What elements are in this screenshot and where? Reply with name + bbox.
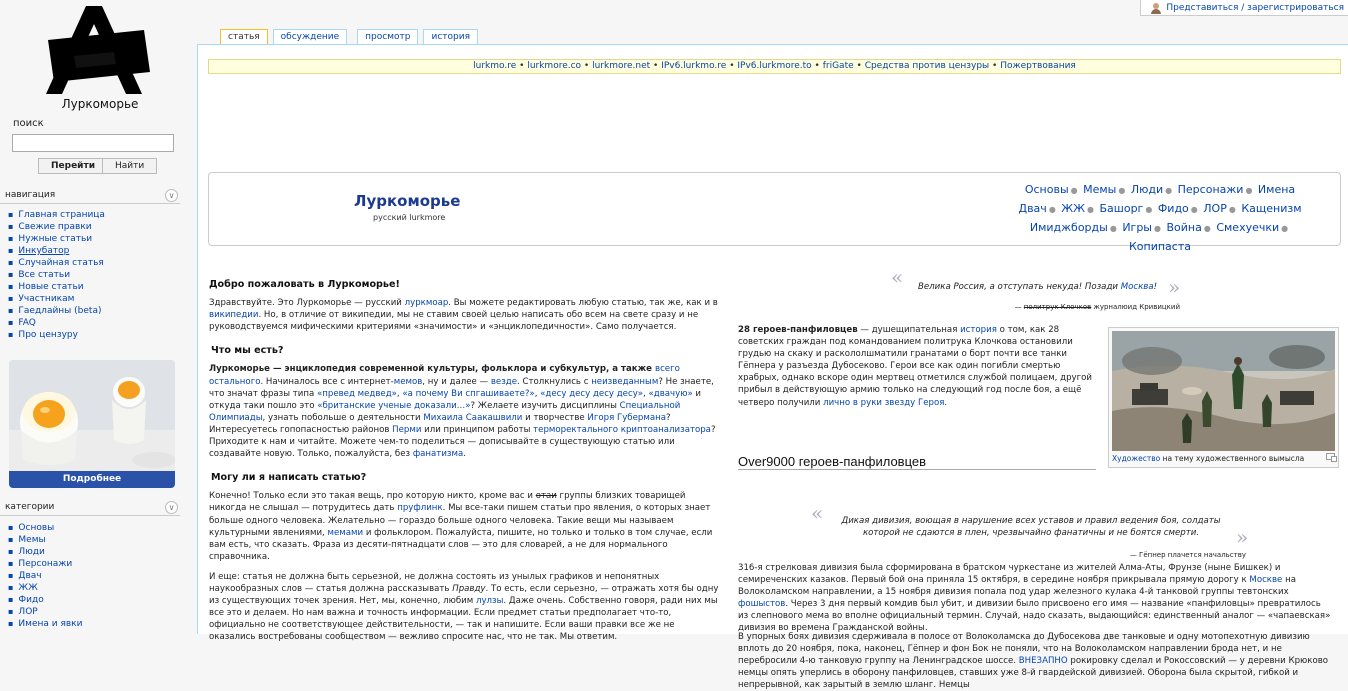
- tab-history[interactable]: история: [423, 29, 478, 44]
- link[interactable]: Перми: [392, 424, 422, 435]
- link[interactable]: везде: [490, 376, 518, 387]
- text: ,: [643, 388, 649, 399]
- nav-item[interactable]: ▪ Инкубатор: [8, 245, 105, 257]
- navigation-title: навигация: [5, 190, 56, 200]
- category-item[interactable]: ▪ Двач: [8, 570, 82, 582]
- nav-item[interactable]: ▪ Про цензуру: [8, 329, 105, 341]
- search-label: поиск: [13, 118, 44, 129]
- featured-column: [736, 265, 1341, 691]
- banner-subtitle: русский lurkmore: [373, 213, 446, 222]
- search-button[interactable]: Найти: [102, 158, 157, 174]
- text: 316-я стрелковая дивизия была сформирована в братском чуркестане из жителей Алма-Аты, Фрунзе (ныне Бишкек) и семиреченских казаков. Первый бой она приняла 15 октября, в середине ноября прикрывала прямую дорогу к: [738, 563, 1281, 586]
- tab-discussion[interactable]: обсуждение: [273, 29, 347, 44]
- collapse-toggle-icon[interactable]: ∨: [165, 189, 178, 202]
- quote-1-text: [918, 281, 1157, 293]
- category-item[interactable]: ▪ ЛОР: [8, 606, 82, 618]
- text: . Но, в отличие от википедии, мы не ставим своей целью написать обо всем на свете сразу и не руководствуемся мифическими критериями «значимости» и «энциклопедичности». Само получается.: [209, 310, 699, 333]
- text: Луркоморье — энциклопедия современной культуры, фольклора и субкультур, а также: [209, 364, 655, 375]
- can-i-paragraph-2: [209, 571, 719, 644]
- link[interactable]: ВНЕЗАПНО: [1018, 656, 1068, 667]
- personal-tools: [1140, 0, 1348, 16]
- link[interactable]: Москве: [1249, 575, 1283, 586]
- main-banner: [208, 172, 1341, 253]
- text: ? Не знаете, что значат фразы типа: [209, 376, 714, 399]
- text: отаи: [535, 491, 557, 502]
- category-item[interactable]: ▪ Фидо: [8, 594, 82, 606]
- portal-link[interactable]: Мемы: [1083, 183, 1117, 196]
- page-tabs: [220, 29, 478, 44]
- enlarge-icon[interactable]: [1326, 453, 1335, 460]
- link[interactable]: «десу десу десу десу»: [540, 388, 644, 399]
- text: ,: [534, 388, 541, 399]
- portal-link[interactable]: Имиджборды: [1029, 221, 1108, 234]
- link[interactable]: «превед медвед»: [316, 388, 397, 399]
- portal-links: [1010, 181, 1310, 256]
- portal-link[interactable]: Башорг: [1099, 202, 1144, 215]
- ad-caption[interactable]: Подробнее: [9, 471, 175, 488]
- link[interactable]: Михаила Саакашвили: [423, 412, 523, 423]
- link[interactable]: Художество: [1112, 454, 1161, 463]
- categories-title: категории: [5, 502, 55, 512]
- text: , ну и далее —: [422, 376, 491, 387]
- quote-2-author: — Гёпнер плачется начальству: [1129, 551, 1246, 559]
- quote-2-text: Дикая дивизия, воющая в нарушение всех уставов и правил ведения боя, солдаты которой не сдаются в плен, чрезвычайно фанатичны и не боятся смерти.: [841, 516, 1221, 539]
- user-icon: [1151, 3, 1161, 14]
- link[interactable]: фанатизма: [412, 449, 464, 460]
- site-logo[interactable]: [44, 6, 154, 96]
- quote-close-icon: »: [1236, 525, 1249, 549]
- text: . Начиналось все с интернет-: [260, 376, 394, 387]
- nav-item[interactable]: ▪ Все статьи: [8, 269, 105, 281]
- text: и творчестве: [522, 412, 588, 423]
- link[interactable]: Игоря Губермана: [587, 412, 666, 423]
- nav-item[interactable]: ▪ Гаедлайны (beta): [8, 305, 105, 317]
- nav-item[interactable]: ▪ Главная страница: [8, 209, 105, 221]
- portal-links-row: Имиджборды ● Игры ● Война ● Смехуечки ● Копипаста: [1029, 221, 1289, 253]
- navigation-list: [8, 209, 105, 341]
- text: и фольклором. Пожалуйста, пишите, но только и только в том случае, если вам есть, что сказать. Фраза из десяти-пятнадцати слов — это для словарей, а не для нормального справочника.: [209, 527, 713, 562]
- navigation-portlet-header[interactable]: [0, 190, 180, 204]
- mirror-link[interactable]: lurkmore.net: [592, 61, 651, 71]
- portal-link[interactable]: ЛОР: [1203, 202, 1227, 215]
- can-i-paragraph-1: [209, 490, 719, 563]
- nav-item[interactable]: ▪ Нужные статьи: [8, 233, 105, 245]
- banner-title: Луркоморье: [354, 192, 461, 210]
- text: Правду: [452, 583, 486, 594]
- link[interactable]: луркмоар: [404, 298, 449, 309]
- text: политрук Клочков: [1023, 303, 1092, 311]
- link[interactable]: «двачую»: [648, 388, 693, 399]
- welcome-paragraph: [209, 297, 719, 333]
- portal-link[interactable]: Основы: [1024, 183, 1069, 196]
- category-item[interactable]: ▪ ЖЖ: [8, 582, 82, 594]
- link[interactable]: Москва: [1120, 282, 1154, 292]
- portal-link[interactable]: Двач: [1018, 202, 1047, 215]
- portal-link[interactable]: Фидо: [1157, 202, 1189, 215]
- link[interactable]: лулзы: [475, 596, 504, 607]
- category-item[interactable]: ▪ Люди: [8, 546, 82, 558]
- featured-image[interactable]: [1108, 327, 1339, 468]
- link[interactable]: мемов: [393, 376, 423, 387]
- portal-link[interactable]: ЖЖ: [1061, 202, 1085, 215]
- text: о том, как 28 советских граждан под командованием политрука Клочкова остановили грудью на скаку и раскололшматили гранатами о борт почти все танки Гёпнера у разъезда Дубосеково. Герои все как один погибли смертью храбрых, однако вскоре один мертвец отметился службой полицаем, другой прибыл в действующую армию только на следующий год после боя, а ещё четверо получили: [738, 325, 1092, 408]
- link[interactable]: неизведанным: [591, 376, 659, 387]
- text: И еще: статья не должна быть серьезной, не должна состоять из унылых графиков и непонятных наукообразных слов — статья должна рассказывать: [209, 571, 660, 594]
- portal-link[interactable]: Люди: [1130, 183, 1164, 196]
- go-button[interactable]: Перейти: [38, 158, 108, 174]
- mirror-link[interactable]: Пожертвования: [1000, 61, 1076, 71]
- text: рокировку сделал и Рокоссовский — у деревни Крюково немцы опять уперлись в оборону панфиловцев, ставших уже 8-й гвардейской дивизией. Оборона была скрытой, гибкой и непрерывной, как зарытый в землю шланг. Немцы: [738, 656, 1329, 691]
- mirror-link[interactable]: IPv6.lurkmore.to: [737, 61, 812, 71]
- category-item[interactable]: ▪ Мемы: [8, 534, 82, 546]
- link[interactable]: википедии: [209, 310, 259, 321]
- link[interactable]: мемами: [327, 527, 364, 538]
- text: на тему художественного вымысла: [1160, 454, 1305, 463]
- portal-link[interactable]: Копипаста: [1128, 240, 1191, 253]
- mirror-link[interactable]: IPv6.lurkmo.re: [661, 61, 727, 71]
- link[interactable]: пруфлинк: [397, 503, 443, 514]
- can-i-heading: Могу ли я написать статью?: [211, 472, 367, 484]
- link[interactable]: история: [960, 325, 997, 335]
- categories-list: [8, 522, 82, 630]
- text: — душещипательная: [857, 325, 961, 335]
- text: журналюид Кривицкий: [1091, 303, 1180, 311]
- portal-link[interactable]: Смехуечки: [1216, 221, 1280, 234]
- text: ? Приходите к нам и читайте. Можете чем-то поделиться — дописывайте в существующую статью или создавайте новую. Только, пожалуйста, без: [209, 424, 716, 460]
- main-content: [197, 44, 1348, 691]
- text: В упорных боях дивизия сдерживала в полосе от Волоколамска до Дубосекова две танковые и одну мотопехотную дивизию вплоть до 20 ноября, пока, наконец, Гёпнер и фон Бок не поняли, что на Волоколамском направлении брода нет, и не перебросили 4-ю танковую группу на Ленинградское шоссе.: [738, 632, 1310, 667]
- what-paragraph: [209, 363, 719, 460]
- quote-2: [736, 501, 1336, 559]
- text: ? Желаете изучить дисциплины: [470, 400, 620, 411]
- text: . Мы все-таки пишем статьи про явления, о которых знает больше одного человека. Желательно — гораздо больше одного человека. Такие вещи мы называем культурными явлениями,: [209, 503, 711, 538]
- division-paragraph-2: [738, 631, 1333, 691]
- nav-item[interactable]: ▪ Участникам: [8, 293, 105, 305]
- text: 28 героев-панфиловцев: [738, 325, 858, 335]
- category-item[interactable]: ▪ Имена и явки: [8, 618, 82, 630]
- tab-view[interactable]: просмотр: [357, 29, 418, 44]
- text: . Даже очень. Собственно говоря, ради них мы все это и делаем. Но нам важна и точность информации. Если предмет статьи предполагает что-то, официально не соответствующее действительности, — так и напишите. Если ваши правки все же не оказались востребованы сообществом — вежливо спросите нас, что не так. Мы ответим.: [209, 596, 718, 643]
- nav-item[interactable]: ▪ Свежие правки: [8, 221, 105, 233]
- text: и откуда таки пошло это: [209, 388, 702, 411]
- category-item[interactable]: ▪ Основы: [8, 522, 82, 534]
- portal-link[interactable]: Кащенизм: [1241, 202, 1302, 215]
- featured-image-caption: [1112, 453, 1335, 465]
- portal-links-row: Двач ● ЖЖ ● Башорг ● Фидо ● ЛОР ● Кащенизм: [1018, 202, 1302, 215]
- text: . Вы можете редактировать любую статью, так же, как и в: [448, 298, 718, 309]
- link[interactable]: всего остального: [209, 364, 680, 387]
- quote-close-icon: »: [1168, 275, 1181, 299]
- text: . Столкнулись с: [517, 376, 592, 387]
- link[interactable]: «британские ученые доказали…»: [317, 400, 471, 411]
- mirrors-bar: lurkmo.re • lurkmore.co • lurkmore.net • IPv6.lurkmo.re • IPv6.lurkmore.to • friGate • Средства против цензуры • Пожертвования: [208, 59, 1341, 74]
- panfil-heading: Over9000 героев-панфиловцев: [738, 456, 1096, 470]
- intro-column: [209, 279, 719, 651]
- link[interactable]: фошыстов: [738, 599, 786, 610]
- eggs-image: [9, 360, 175, 471]
- text: .: [463, 449, 466, 460]
- text: . То есть, если серьезно, — отражать хотя бы одну из существующих точек зрения. Нет, мы, конечно, любим: [209, 583, 719, 607]
- quote-1: [736, 265, 1341, 311]
- text: ,: [396, 388, 403, 399]
- text: .: [944, 397, 948, 408]
- text: Здравствуйте. Это Луркоморье — русский: [209, 298, 405, 309]
- quote-1-author: — политрук Клочков журналюид Кривицкий: [1014, 303, 1180, 311]
- nav-item[interactable]: ▪ Новые статьи: [8, 281, 105, 293]
- text: Конечно! Только если это такая вещь, про которую никто, кроме вас и: [209, 491, 536, 502]
- text: Велика Россия, а отступать некуда! Позади: [918, 282, 1121, 292]
- tab-article[interactable]: статья: [220, 29, 268, 44]
- ad-banner[interactable]: [9, 360, 175, 488]
- text: !: [1153, 282, 1158, 292]
- nav-item[interactable]: ▪ FAQ: [8, 317, 105, 329]
- mirror-link[interactable]: friGate: [822, 61, 854, 71]
- mirror-link[interactable]: lurkmo.re: [473, 61, 517, 71]
- text: группы близких товарищей никогда не слышал — потрудитесь дать: [209, 491, 686, 514]
- welcome-heading: Добро пожаловать в Луркоморье!: [209, 279, 400, 290]
- mirror-link[interactable]: lurkmore.co: [527, 61, 582, 71]
- link[interactable]: «а почему Ви спгашиваете?»: [402, 388, 535, 399]
- nav-item[interactable]: ▪ Случайная статья: [8, 257, 105, 269]
- portal-link[interactable]: Персонажи: [1177, 183, 1244, 196]
- link[interactable]: терморектального криптоанализатора: [533, 424, 711, 435]
- link[interactable]: лично в руки звезду Героя: [823, 397, 945, 408]
- collapse-toggle-icon[interactable]: ∨: [165, 501, 178, 514]
- mirror-link[interactable]: Средства против цензуры: [864, 61, 990, 71]
- panfil-lead: [738, 324, 1100, 409]
- login-link[interactable]: Представиться / зарегистрироваться: [1166, 3, 1344, 13]
- text: , узнать побольше о деятельности: [262, 412, 424, 423]
- portal-links-row: Основы ● Мемы ● Люди ● Персонажи ● Имена: [1024, 183, 1296, 196]
- logo-mark-icon: [44, 6, 154, 96]
- quote-open-icon: «: [811, 501, 824, 525]
- battle-painting-image: [1112, 331, 1335, 451]
- text: или принципом работы: [421, 424, 534, 435]
- what-heading: Что мы есть?: [211, 345, 284, 357]
- search-input[interactable]: [12, 134, 174, 152]
- link[interactable]: Специальной Олимпиады: [209, 400, 681, 423]
- text: ? Интересуетесь гопопасностью районов: [209, 412, 671, 435]
- categories-portlet-header[interactable]: [0, 502, 180, 516]
- category-item[interactable]: ▪ Персонажи: [8, 558, 82, 570]
- quote-open-icon: «: [891, 265, 904, 289]
- portal-link[interactable]: Игры: [1122, 221, 1152, 234]
- site-name: Луркоморье: [61, 97, 139, 111]
- portal-link[interactable]: Война: [1166, 221, 1202, 234]
- text: на Волоколамском направлении, а 15 ноября дивизия попала под удар железного кулака 4-й танковой группы тевтонских: [738, 575, 1296, 598]
- division-paragraph-1: [738, 562, 1333, 635]
- text: . Через 3 дня первый комдив был убит, и дивизии было присвоено его имя — название «панфиловцы» превратилось из слепнового мема во вполне официальный термин. Случай, надо сказать, выдающийся: единственный аналог — «чапаевская» дивизия во времена Гражданской войны.: [738, 599, 1331, 634]
- portal-link[interactable]: Имена: [1257, 183, 1296, 196]
